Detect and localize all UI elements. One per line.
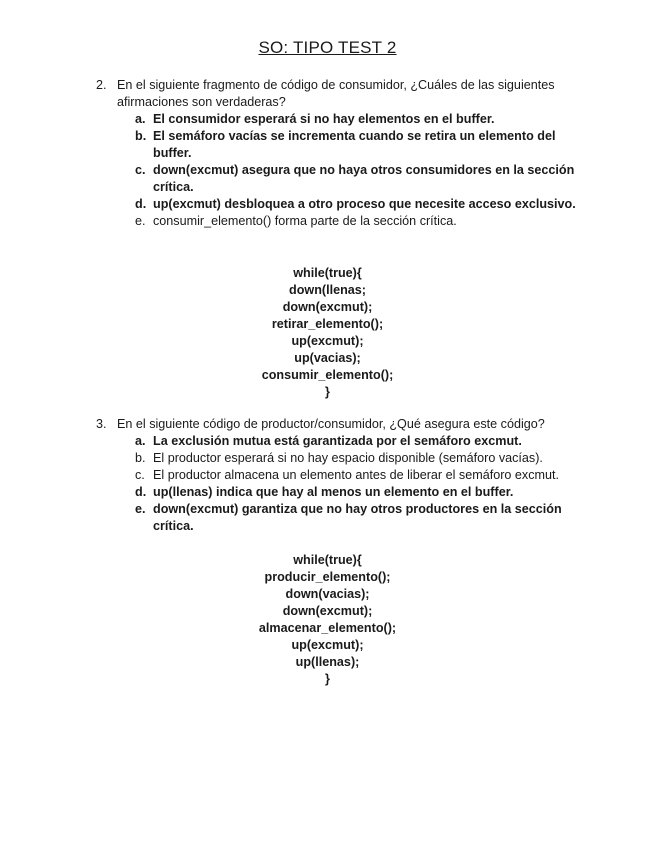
code-line: down(vacias); bbox=[285, 587, 370, 601]
question-2 bbox=[96, 77, 576, 230]
code-line: producir_elemento(); bbox=[264, 570, 391, 584]
code-line: almacenar_elemento(); bbox=[258, 621, 397, 635]
option-text: La exclusión mutua está garantizada por el semáforo excmut. bbox=[153, 434, 522, 448]
options-list bbox=[96, 111, 576, 230]
option-letter: b. bbox=[135, 451, 146, 465]
option-a bbox=[135, 111, 576, 128]
option-text: El semáforo vacías se incrementa cuando se retira un elemento del buffer. bbox=[153, 129, 556, 160]
option-text: consumir_elemento() forma parte de la sección crítica. bbox=[153, 214, 457, 228]
code-line: down(excmut); bbox=[282, 604, 373, 618]
code-block-producer bbox=[0, 552, 655, 688]
option-text: El productor esperará si no hay espacio disponible (semáforo vacías). bbox=[153, 451, 543, 465]
code-line: up(vacias); bbox=[294, 351, 361, 365]
code-line: while(true){ bbox=[293, 553, 362, 567]
question-number: 3. bbox=[96, 417, 107, 431]
option-letter: e. bbox=[135, 214, 146, 228]
option-text: up(excmut) desbloquea a otro proceso que necesite acceso exclusivo. bbox=[153, 197, 576, 211]
option-letter: d. bbox=[135, 485, 147, 499]
code-line: down(llenas; bbox=[289, 283, 366, 297]
question-prompt: En el siguiente código de productor/consumidor, ¿Qué asegura este código? bbox=[117, 417, 545, 431]
option-b bbox=[135, 128, 576, 162]
option-letter: a. bbox=[135, 434, 146, 448]
option-letter: c. bbox=[135, 468, 145, 482]
code-block-consumer bbox=[0, 265, 655, 401]
code-line: consumir_elemento(); bbox=[261, 368, 394, 382]
question-number: 2. bbox=[96, 78, 107, 92]
code-line: } bbox=[325, 385, 330, 399]
option-a bbox=[135, 433, 576, 450]
code-line: while(true){ bbox=[293, 266, 362, 280]
page-title: SO: TIPO TEST 2 bbox=[258, 38, 397, 57]
option-letter: a. bbox=[135, 112, 146, 126]
options-list bbox=[96, 433, 576, 535]
code-line: up(excmut); bbox=[291, 334, 364, 348]
option-text: El productor almacena un elemento antes de liberar el semáforo excmut. bbox=[153, 468, 560, 482]
option-letter: d. bbox=[135, 197, 147, 211]
question-3 bbox=[96, 416, 576, 535]
option-b bbox=[135, 450, 576, 467]
code-line: down(excmut); bbox=[282, 300, 373, 314]
option-letter: c. bbox=[135, 163, 146, 177]
option-d bbox=[135, 484, 576, 501]
option-letter: e. bbox=[135, 502, 146, 516]
question-prompt: En el siguiente fragmento de código de consumidor, ¿Cuáles de las siguientes afirmaciones son verdaderas? bbox=[117, 78, 555, 109]
option-e bbox=[135, 501, 576, 535]
code-line: up(excmut); bbox=[291, 638, 364, 652]
option-text: up(llenas) indica que hay al menos un elemento en el buffer. bbox=[153, 485, 514, 499]
option-text: down(excmut) asegura que no haya otros consumidores en la sección crítica. bbox=[153, 163, 575, 194]
code-line: up(llenas); bbox=[295, 655, 360, 669]
code-line: } bbox=[325, 672, 330, 686]
option-text: down(excmut) garantiza que no hay otros productores en la sección crítica. bbox=[153, 502, 562, 533]
option-letter: b. bbox=[135, 129, 147, 143]
code-line: retirar_elemento(); bbox=[271, 317, 384, 331]
option-e bbox=[135, 213, 576, 230]
option-c bbox=[135, 467, 576, 484]
option-c bbox=[135, 162, 576, 196]
option-text: El consumidor esperará si no hay elementos en el buffer. bbox=[153, 112, 495, 126]
option-d bbox=[135, 196, 576, 213]
